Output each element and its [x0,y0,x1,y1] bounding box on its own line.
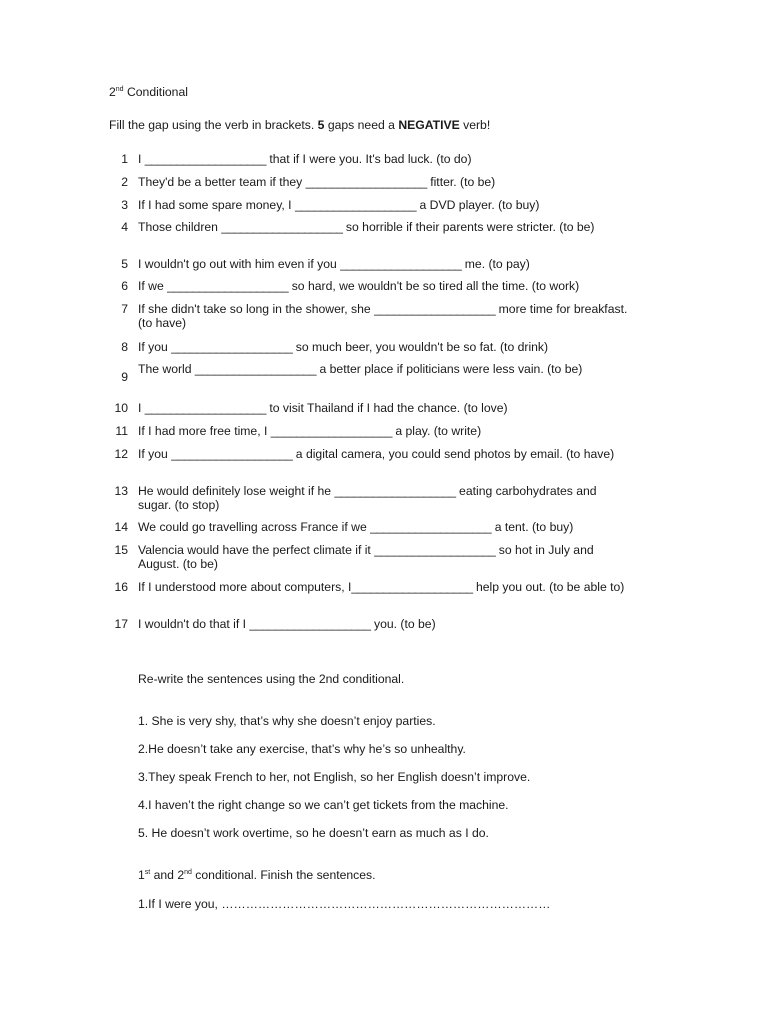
question-text-after: me. (to pay) [461,257,530,271]
answer-gap: ___________________ [171,340,293,354]
question-text [138,175,628,189]
question-text [138,198,628,212]
instructions: Fill the gap using the verb in brackets. 5 gaps need a NEGATIVE verb! [109,118,491,132]
question-text [138,362,628,376]
answer-gap: ___________________ [305,175,427,189]
question-number: 11 [115,424,128,438]
question-text-before: I wouldn't go out with him even if you [138,257,341,271]
page-title: 2nd Conditional [109,85,188,99]
answer-gap: ___________________ [249,617,371,631]
question-text-after: to visit Thailand if I had the chance. (to love) [265,401,508,415]
question-text [138,340,628,354]
question-text-after: help you out. (to be able to) [472,580,625,594]
question-text-after: fitter. (to be) [426,175,496,189]
question-text-before: I [138,152,145,166]
question-number: 4 [121,220,128,234]
question-text [138,257,628,271]
question-number: 8 [121,340,128,354]
question-text [138,520,628,534]
question-number: 6 [121,279,128,293]
question-text-before: If I understood more about computers, I [138,580,352,594]
question-text-before: He would definitely lose weight if he [138,484,335,498]
answer-gap: ___________________ [270,424,392,438]
question-text-before: If she didn't take so long in the shower, she [138,302,375,316]
answer-gap: ___________________ [144,401,266,415]
question-text-before: The world [138,362,195,376]
rewrite-item: 5. He doesn’t work overtime, so he doesn’t earn as much as I do. [138,826,489,840]
question-text [138,302,628,330]
question-text-after: you. (to be) [370,617,436,631]
question-number: 5 [121,257,128,271]
answer-gap: ___________________ [374,543,496,557]
question-number: 10 [114,401,128,415]
question-number: 3 [121,198,128,212]
question-text-after: so hard, we wouldn't be so tired all the time. (to work) [288,279,580,293]
question-text-after: a tent. (to buy) [491,520,574,534]
question-text-after: so much beer, you wouldn't be so fat. (to drink) [292,340,549,354]
question-text-after: a play. (to write) [391,424,482,438]
question-number: 2 [121,175,128,189]
question-text [138,424,628,438]
answer-gap: ___________________ [351,580,473,594]
question-text [138,152,628,166]
question-text-after: so hot in July and August. (to be) [138,543,594,571]
question-text-after: that if I were you. It's bad luck. (to do) [265,152,472,166]
question-text-before: If we [138,279,168,293]
finish-item: 1.If I were you, ……………………………………………………………………… [138,897,551,911]
question-text [138,543,628,571]
question-text-after: so horrible if their parents were stricter. (to be) [342,220,595,234]
question-text-before: We could go travelling across France if we [138,520,371,534]
answer-gap: ___________________ [144,152,266,166]
question-text [138,220,628,234]
answer-gap: ___________________ [194,362,317,376]
question-text-before: If you [138,447,172,461]
question-text-before: I [138,401,145,415]
answer-gap: ___________________ [334,484,456,498]
question-number: 7 [121,302,128,316]
rewrite-item: 3.They speak French to her, not English, so her English doesn’t improve. [138,770,531,784]
question-text [138,484,628,512]
question-text-before: If you [138,340,172,354]
question-text-after: more time for breakfast. (to have) [138,302,628,330]
rewrite-heading: Re-write the sentences using the 2nd conditional. [138,672,405,686]
question-text [138,580,628,594]
question-text-after: a better place if politicians were less vain. (to be) [316,362,583,376]
question-number: 1 [121,152,128,166]
question-text-before: Those children [138,220,222,234]
question-text-before: Valencia would have the perfect climate if it [138,543,375,557]
question-number: 12 [114,447,128,461]
answer-gap: ___________________ [374,302,496,316]
answer-gap: ___________________ [294,198,417,212]
question-text-before: If I had more free time, I [138,424,271,438]
question-text-after: a digital camera, you could send photos by email. (to have) [292,447,615,461]
question-text [138,617,628,631]
answer-gap: ___________________ [340,257,462,271]
answer-gap: ___________________ [370,520,492,534]
question-text [138,447,628,461]
question-text-after: a DVD player. (to buy) [416,198,540,212]
rewrite-item: 1. She is very shy, that’s why she doesn’t enjoy parties. [138,714,436,728]
rewrite-item: 2.He doesn’t take any exercise, that’s why he’s so unhealthy. [138,742,466,756]
answer-gap: ___________________ [221,220,343,234]
question-number: 13 [114,484,128,498]
answer-gap: ___________________ [171,447,293,461]
question-text [138,401,628,415]
question-text-before: I wouldn't do that if I [138,617,250,631]
question-number: 17 [114,617,128,631]
question-text-before: If I had some spare money, I [138,198,295,212]
question-text [138,279,628,293]
question-number: 15 [114,543,128,557]
question-text-after: eating carbohydrates and sugar. (to stop) [138,484,597,512]
finish-heading: 1st and 2nd conditional. Finish the sentences. [138,868,376,882]
question-number: 16 [114,580,128,594]
question-number: 14 [114,520,128,534]
answer-gap: ___________________ [167,279,289,293]
question-text-before: They'd be a better team if they [138,175,306,189]
question-number: 9 [121,370,128,384]
rewrite-item: 4.I haven’t the right change so we can’t get tickets from the machine. [138,798,509,812]
